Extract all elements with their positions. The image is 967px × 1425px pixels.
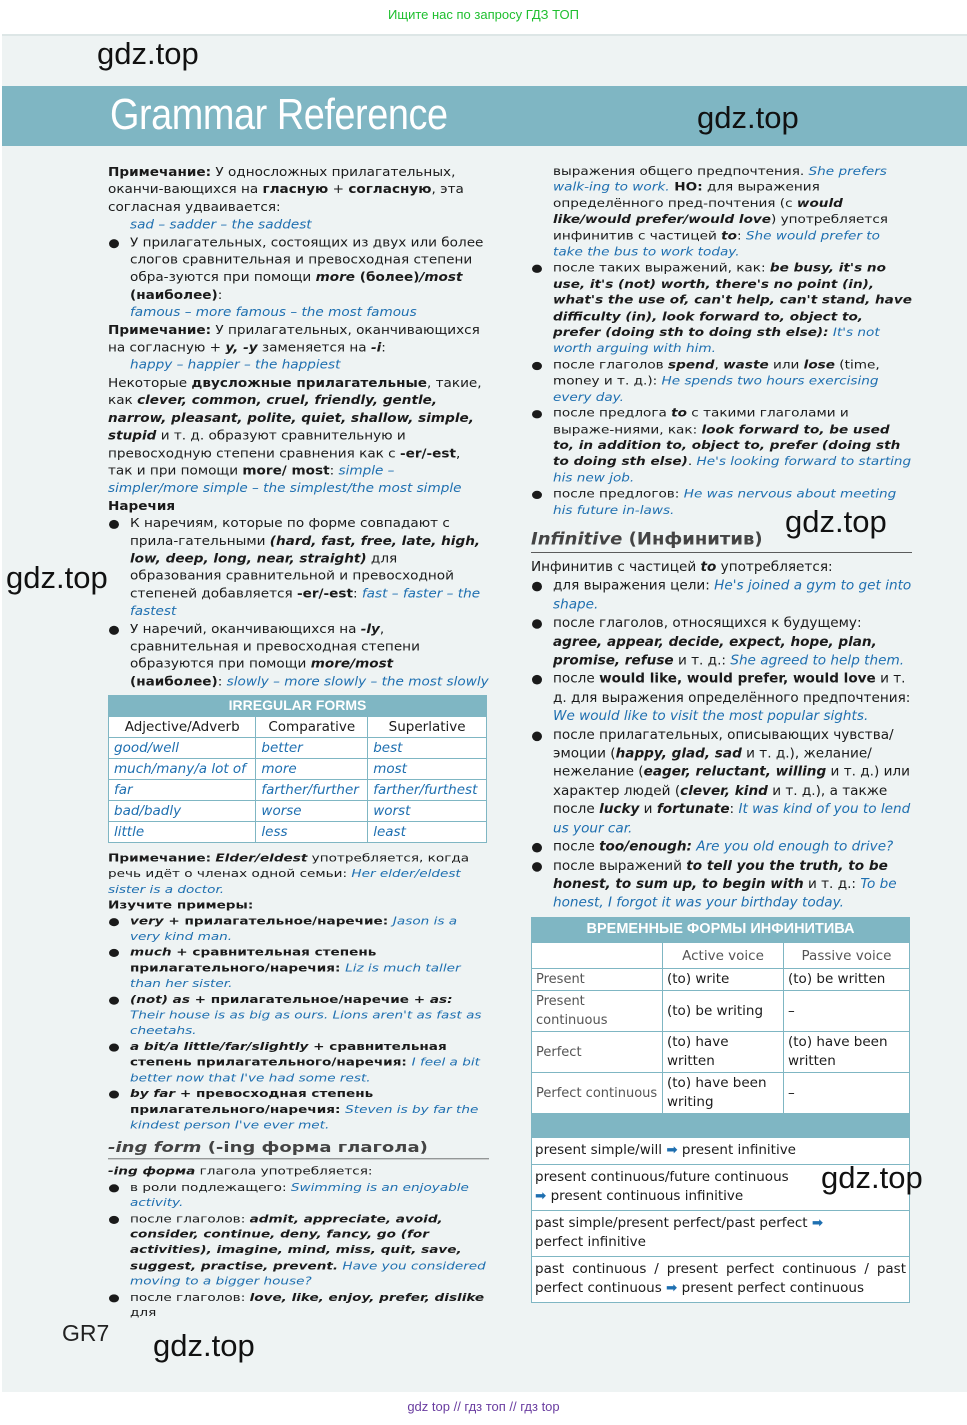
text-run: и xyxy=(639,801,657,818)
bullet xyxy=(108,621,489,691)
text-run: с такими глаголами и выраже-ниями, как: xyxy=(553,406,849,437)
text-run: после прилагательных, описывающих чувства/эмоции ( xyxy=(553,727,894,762)
table-cell: (to) have been writing xyxy=(663,1073,784,1114)
text-run: It was kind of you to lend us your car. xyxy=(553,801,911,836)
text-run: и т. д.: xyxy=(803,876,861,892)
text-run: после предлога xyxy=(553,406,672,421)
bullet xyxy=(108,914,489,945)
text-run: (наиболее) xyxy=(130,287,218,303)
table-cell: – xyxy=(784,1073,910,1114)
text-run: clever, kind xyxy=(680,783,768,799)
text-run: или xyxy=(768,358,804,372)
table-cell: farther/further xyxy=(256,780,368,801)
text-run: двусложные прилагательные xyxy=(191,375,427,391)
text-run: perfect infinitive xyxy=(535,1234,646,1250)
watermark: gdz.top xyxy=(153,1328,255,1363)
table-header: Superlative xyxy=(368,717,487,738)
arrow-icon: ➡ xyxy=(666,1280,678,1296)
text-run: slowly – more slowly – the most slowly xyxy=(226,674,489,689)
text-run: /most xyxy=(419,270,463,285)
text-run: , такие, как xyxy=(108,375,482,408)
arrow-icon: ➡ xyxy=(666,1142,678,1158)
bullet xyxy=(108,1180,489,1211)
paragraph xyxy=(531,559,912,578)
text-run: в роли подлежащего: xyxy=(130,1180,291,1194)
text-run: (наиболее) xyxy=(130,674,218,689)
text-run: too/enough: xyxy=(599,839,692,855)
table-cell: worse xyxy=(256,801,368,822)
bullet xyxy=(531,615,912,671)
text-run: He's looking forward to starting his new job. xyxy=(553,455,912,485)
table-cell: most xyxy=(368,759,487,780)
text-run: Swimming is an enjoyable activity. xyxy=(130,1180,469,1210)
text-run: to tell you the truth, to be honest, to sum up, to begin with xyxy=(553,857,888,892)
text-run: + прилагательное/наречие: xyxy=(163,914,393,928)
table-row xyxy=(109,822,487,843)
text-run: by far xyxy=(130,1087,176,1101)
text-run: гласную xyxy=(262,182,329,197)
text-run: Are you old enough to drive? xyxy=(691,839,894,855)
text-run: (time, money и т. д.): xyxy=(553,358,880,388)
table-cell: far xyxy=(109,780,256,801)
text-run: заменяется на xyxy=(257,340,371,356)
table-title: ВРЕМЕННЫЕ ФОРМЫ ИНФИНИТИВА xyxy=(531,917,910,942)
text-run: It's not worth arguing with him. xyxy=(553,326,880,356)
watermark: gdz.top xyxy=(97,36,199,71)
text-run: + превосходная степень прилагательного/наречия: xyxy=(130,1087,374,1116)
bullet xyxy=(531,358,912,406)
example: famous – more famous – the most famous xyxy=(130,305,417,320)
table-cell: Present xyxy=(532,969,663,991)
text-run: -er/-est xyxy=(296,586,353,602)
text-run: , сравнительная и превосходная степени образуются при помощи xyxy=(130,621,420,672)
text-run: as: xyxy=(429,993,453,1007)
note-paragraph xyxy=(108,164,489,217)
text-run: Infinitive xyxy=(531,528,623,550)
text-run: spend xyxy=(668,358,715,372)
text-run: после глаголов: xyxy=(130,1212,250,1226)
text-run: eager, reluctant, willing xyxy=(643,764,827,780)
note-paragraph xyxy=(108,851,489,898)
text-run: very xyxy=(130,914,164,928)
note-paragraph xyxy=(108,322,489,357)
text-run: simple – simpler/more simple – the simplest/the most simple xyxy=(108,463,462,496)
text-run: : xyxy=(729,801,739,818)
table-cell: (to) be writing xyxy=(663,991,784,1032)
tense-mapping-box xyxy=(531,1113,910,1303)
text-run: to xyxy=(671,406,687,421)
table-cell: least xyxy=(368,822,487,843)
paragraph xyxy=(108,375,489,498)
text-run: fast – faster – the fastest xyxy=(130,586,481,619)
table-cell: (to) have written xyxy=(663,1032,784,1073)
bullet xyxy=(531,577,912,614)
text-run: после глаголов, относящихся к будущему: xyxy=(553,615,862,631)
text-run: love, like, enjoy, prefer, dislike xyxy=(249,1290,485,1304)
irregular-table xyxy=(108,716,487,843)
text-run: (not) as xyxy=(130,993,190,1007)
text-run: для выражения цели: xyxy=(553,578,715,594)
right-column-top xyxy=(531,164,912,519)
text-run: и т. д.), а также после xyxy=(553,783,888,818)
table-cell: (to) be written xyxy=(784,969,910,991)
arrow-icon: ➡ xyxy=(535,1188,547,1204)
study-heading: Изучите примеры: xyxy=(108,898,254,912)
text-run: She would prefer to take the bus to work today. xyxy=(553,229,880,259)
table-cell: Perfect xyxy=(532,1032,663,1073)
text-run: после глаголов xyxy=(553,358,669,372)
text-run: У односложных прилагательных, оканчи-вающихся на xyxy=(108,164,456,197)
text-run: more xyxy=(315,270,356,285)
text-run: Their house is as big as ours. Lions aren't as fast as cheetahs. xyxy=(130,1008,482,1038)
text-run: . xyxy=(687,455,697,469)
bullet xyxy=(108,1039,489,1086)
text-run: -er/-est xyxy=(399,446,456,461)
text-run: после предлогов: xyxy=(553,487,684,501)
table-cell: less xyxy=(256,822,368,843)
paragraph xyxy=(531,164,912,261)
text-run: He spends two hours exercising every day. xyxy=(553,374,879,405)
table-cell: good/well xyxy=(109,738,256,759)
table-header: Passive voice xyxy=(784,943,910,969)
table-cell: best xyxy=(368,738,487,759)
table-row xyxy=(109,780,487,801)
text-run: She agreed to help them. xyxy=(730,652,905,669)
text-run: be busy, it's no use, it's (not) worth, there's no point (in), what's the use of, can't help, can't stand, have difficulty (in), look forward to, object to, prefer (doing sth to doing sth else): xyxy=(553,261,912,340)
mapping-row xyxy=(532,1210,909,1256)
table-cell: more xyxy=(256,759,368,780)
table-cell: little xyxy=(109,822,256,843)
table-row xyxy=(109,738,487,759)
text-run: He's joined a gym to get into shape. xyxy=(553,578,912,613)
text-run: (-ing форма глагола) xyxy=(201,1139,428,1157)
table-cell: much/many/a lot of xyxy=(109,759,256,780)
page-number: GR7 xyxy=(62,1320,110,1346)
text-run: To be honest, I forgot it was your birthday today. xyxy=(553,876,897,911)
text-run: present continuous/future continuous xyxy=(535,1168,789,1185)
text-run: : xyxy=(352,586,362,602)
bullet xyxy=(108,1086,489,1133)
text-run: и т. д. для выражения определённого предпочтения: xyxy=(553,671,911,706)
text-run: present infinitive xyxy=(681,1142,796,1158)
bullet xyxy=(108,234,489,304)
watermark: gdz.top xyxy=(6,560,108,595)
text-run: fortunate xyxy=(656,801,730,818)
text-run: после выражений xyxy=(553,857,687,874)
bullet xyxy=(108,992,489,1039)
watermark: gdz.top xyxy=(697,100,799,135)
infinitive-table xyxy=(531,942,910,1114)
text-run: , эта согласная удваивается: xyxy=(108,182,464,215)
example: sad – sadder – the saddest xyxy=(130,217,312,233)
table-cell: worst xyxy=(368,801,487,822)
text-run: Steven is by far the kindest person I've ever met. xyxy=(130,1103,479,1132)
text-run: для образования сравнительной и превосходной степеней добавляется xyxy=(130,551,454,602)
text-run: после xyxy=(553,671,600,687)
text-run: выражения общего предпочтения. xyxy=(553,164,809,179)
text-run: a bit/a little/far/slightly xyxy=(130,1040,309,1054)
text-run: more/ most xyxy=(242,463,330,479)
bullet xyxy=(531,671,912,727)
text-run: clever, common, cruel, friendly, gentle, narrow, pleasant, polite, quiet, shallow, simple, stupid xyxy=(108,393,474,443)
bullet xyxy=(108,515,489,620)
bullet xyxy=(531,857,912,913)
text-run: Liz is much taller than her sister. xyxy=(130,961,461,991)
bullet xyxy=(108,1290,489,1321)
text-run: У прилагательных, оканчивающихся на согласную + xyxy=(108,323,480,356)
text-run: : xyxy=(737,229,746,243)
text-run: (более) xyxy=(355,270,420,285)
text-run: ) употребляется инфинитив с частицей xyxy=(553,213,888,243)
text-run: Jason is a very kind man. xyxy=(130,914,458,944)
text-run: , так и при помощи xyxy=(108,446,461,479)
text-run: -ing форма xyxy=(108,1165,196,1179)
table-cell: Perfect continuous xyxy=(532,1073,663,1114)
text-run: для выражения определённого пред-почтения (с xyxy=(553,180,820,211)
text-run: + сравнительная степень прилагательного/наречия: xyxy=(130,1040,447,1069)
text-run: и т. д.), желание/нежелание ( xyxy=(553,746,872,780)
text-run: would like, would prefer, would love xyxy=(599,671,876,687)
text-run: (Инфинитив) xyxy=(622,528,763,550)
text-run: + сравнительная степень прилагательного/наречия: xyxy=(130,946,377,975)
text-run: waste xyxy=(723,358,769,372)
infinitive-forms-table xyxy=(531,917,910,1114)
text-run: Примечание: xyxy=(108,323,212,338)
text-run: present perfect continuous xyxy=(681,1280,864,1296)
table-header xyxy=(532,943,663,969)
text-run: We would like to visit the most popular sights. xyxy=(553,708,869,725)
text-run: more/most xyxy=(310,656,394,672)
text-run: : xyxy=(381,340,386,356)
watermark: gdz.top xyxy=(785,504,887,539)
text-run: НО: xyxy=(669,180,703,195)
table-row xyxy=(109,759,487,780)
table-cell: (to) write xyxy=(663,969,784,991)
text-run: У прилагательных, состоящих из двух или более слогов сравнительная и превосходная степени обра-зуются при помощи xyxy=(130,235,484,285)
text-run: Her elder/eldest sister is a doctor. xyxy=(108,867,461,897)
text-run: Примечание: xyxy=(108,851,212,865)
bullet xyxy=(531,261,912,358)
table-row xyxy=(532,1073,910,1114)
table-header: Comparative xyxy=(256,717,368,738)
text-run: Инфинитив с частицей xyxy=(531,559,701,576)
table-row xyxy=(532,969,910,991)
title-banner xyxy=(2,86,967,146)
text-run: look forward to, be used to, in addition to, object to, prefer (doing sth to doing sth else) xyxy=(553,422,901,469)
ing-form-heading xyxy=(108,1138,489,1159)
mapping-row xyxy=(532,1256,909,1302)
text-run: , xyxy=(714,358,724,372)
text-run: -ing form xyxy=(108,1139,202,1157)
text-run: К наречиям, которые по форме совпадают с прила-гательными xyxy=(130,516,450,549)
text-run: He was nervous about meeting his future in-laws. xyxy=(553,487,897,517)
text-run: past simple/present perfect/past perfect xyxy=(535,1214,808,1231)
text-run: и т. д.: xyxy=(673,652,731,669)
text-run: Elder/eldest xyxy=(215,851,308,865)
bullet xyxy=(531,838,912,857)
text-run: + xyxy=(328,182,349,197)
table-row xyxy=(109,801,487,822)
text-run: -i xyxy=(370,340,382,356)
paragraph xyxy=(108,1164,489,1180)
text-run: Примечание: xyxy=(108,164,212,180)
table-cell: – xyxy=(784,991,910,1032)
bullet xyxy=(531,726,912,838)
table-cell: better xyxy=(256,738,368,759)
text-run: У наречий, оканчивающихся на xyxy=(130,621,361,637)
bullet xyxy=(531,406,912,487)
right-column-middle xyxy=(531,528,912,913)
box-header-bar xyxy=(532,1114,909,1137)
text-run: после xyxy=(553,839,600,855)
text-run: happy, glad, sad xyxy=(615,746,742,762)
watermark: gdz.top xyxy=(821,1160,923,1195)
table-cell: (to) have been written xyxy=(784,1032,910,1073)
table-row xyxy=(532,991,910,1032)
text-run: употребляется: xyxy=(716,559,833,576)
arrow-icon: ➡ xyxy=(811,1214,824,1231)
text-run: : xyxy=(217,287,223,303)
left-column-bottom xyxy=(108,851,489,1321)
adverbs-heading: Наречия xyxy=(108,498,176,514)
text-run: present continuous infinitive xyxy=(550,1188,744,1204)
text-run: lucky xyxy=(599,801,640,818)
text-run: I feel a bit better now that I've had some rest. xyxy=(130,1055,480,1085)
text-run: после глаголов: xyxy=(130,1290,250,1304)
text-run: admit, appreciate, avoid, consider, continue, deny, fancy, go (for activities), imagine, mind, miss, quit, save, suggest, practise, prevent. xyxy=(130,1212,462,1273)
left-column-top xyxy=(108,164,489,691)
text-run: would like/would prefer/would love xyxy=(553,197,843,227)
table-cell: bad/badly xyxy=(109,801,256,822)
table-header: Adjective/Adverb xyxy=(109,717,256,738)
text-run: и т. д.) или характер людей ( xyxy=(553,764,910,799)
text-run: согласную xyxy=(348,182,432,197)
bullet xyxy=(108,1211,489,1289)
table-row xyxy=(532,1032,910,1073)
text-run: to xyxy=(721,229,737,243)
text-run: present simple/will xyxy=(535,1142,663,1158)
text-run: употребляется, когда речь идёт о членах одной семьи: xyxy=(108,851,470,881)
table-cell: farther/furthest xyxy=(368,780,487,801)
text-run: -ly xyxy=(360,621,380,637)
footer-links[interactable]: gdz top // гдз топ // гдз top xyxy=(407,1399,560,1414)
text-run: Некоторые xyxy=(108,375,192,391)
table-cell: Present continuous xyxy=(532,991,663,1032)
text-run: She prefers walk-ing to work. xyxy=(553,164,887,195)
table-header: Active voice xyxy=(663,943,784,969)
text-run: после таких выражений, как: xyxy=(553,261,770,275)
bullet xyxy=(108,945,489,992)
text-run: для xyxy=(130,1306,157,1320)
irregular-forms-table xyxy=(108,695,487,843)
top-note[interactable]: Ищите нас по запросу ГДЗ ТОП xyxy=(388,7,579,22)
text-run: : xyxy=(329,463,339,479)
text-run: : xyxy=(217,674,227,689)
example: happy – happier – the happiest xyxy=(130,358,341,373)
table-title: IRREGULAR FORMS xyxy=(108,695,487,716)
text-run: agree, appear, decide, expect, hope, plan, promise, refuse xyxy=(553,634,877,669)
text-run: much xyxy=(130,946,172,959)
text-run: past continuous / present perfect continuous / past perfect continuous xyxy=(535,1260,906,1296)
text-run: y, -y xyxy=(225,340,258,356)
text-run: (hard, fast, free, late, high, low, deep, long, near, straight) xyxy=(130,533,481,566)
page-title: Grammar Reference xyxy=(110,90,448,139)
text-run: и т. д. образуют сравнительную и превосходную степени сравнения как с xyxy=(108,428,406,461)
text-run: lose xyxy=(803,358,835,372)
text-run: to xyxy=(700,559,717,576)
text-run: Have you considered moving to a bigger house? xyxy=(130,1259,486,1288)
text-run: глагола употребляется: xyxy=(195,1165,373,1179)
text-run: + прилагательное/наречие + xyxy=(189,993,430,1007)
